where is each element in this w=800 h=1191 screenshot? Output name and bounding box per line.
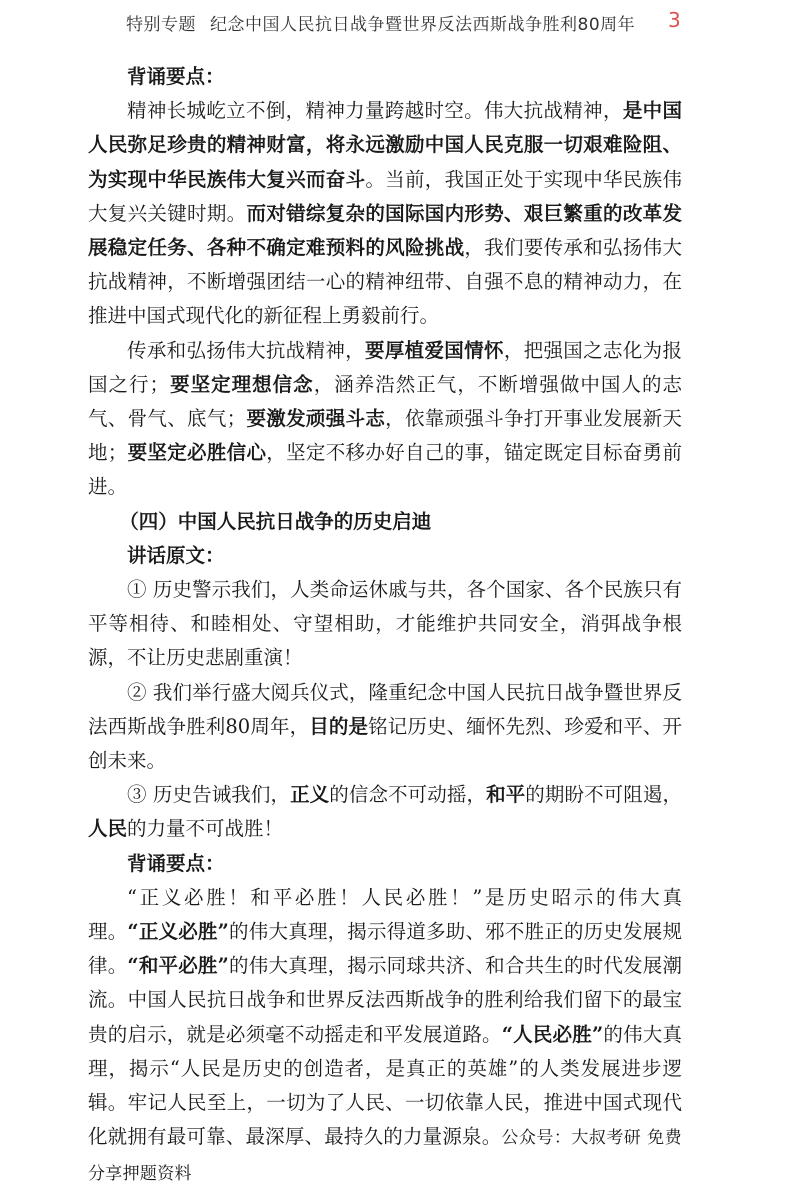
page-number: 3 (668, 8, 681, 32)
document-body (88, 60, 682, 1191)
header-section: 特别专题 (126, 15, 196, 35)
speech-item-3: ③ 历史告诫我们，正义的信念不可动摇，和平的期盼不可阻遏，人民的力量不可战胜！ (88, 783, 682, 841)
speech-item-1: ① 历史警示我们，人类命运休戚与共，各个国家、各个民族只有平等相待、和睦相处、守望相助，才能维护共同安全，消弭战争根源，不让历史悲剧重演！ (88, 578, 682, 670)
recite-points-label-2: 背诵要点： (127, 851, 225, 875)
watermark-note: 公众号：大叔考研 免费分享押题资料 (88, 1128, 682, 1184)
recite-points-label-1: 背诵要点： (127, 65, 225, 88)
section-heading: （四）中国人民抗日战争的历史启迪 (119, 509, 432, 533)
page-header (0, 0, 800, 44)
recite-paragraph-3: “正义必胜！和平必胜！人民必胜！”是历史昭示的伟大真理。“正义必胜”的伟大真理，揭示得道多助、邪不胜正的历史发展规律。“和平必胜”的伟大真理，揭示同球共济、和合共生的时代发展潮流。中国人民抗日战争和世界反法西斯战争的胜利给我们留下的最宝贵的启示，就是必须毫不动摇走和平发展道路。“人民必胜”的伟大真理，揭示“人民是历史的创造者，是真正的英雄”的人类发展进步逻辑。牢记人民至上，一切为了人民、一切依靠人民，推进中国式现代化就拥有最可靠、最深厚、最持久的力量源泉。公众号：大叔考研 免费分享押题资料 (88, 885, 682, 1184)
recite-paragraph-1: 精神长城屹立不倒，精神力量跨越时空。伟大抗战精神，是中国人民弥足珍贵的精神财富，将永远激励中国人民克服一切艰难险阻、为实现中华民族伟大复兴而奋斗。当前，我国正处于实现中华民族伟大复兴关键时期。而对错综复杂的国际国内形势、艰巨繁重的改革发展稳定任务、各种不确定难预料的风险挑战，我们要传承和弘扬伟大抗战精神，不断增强团结一心的精神纽带、自强不息的精神动力，在推进中国式现代化的新征程上勇毅前行。 (88, 99, 682, 328)
recite-paragraph-2: 传承和弘扬伟大抗战精神，要厚植爱国情怀，把强国之志化为报国之行；要坚定理想信念，涵养浩然正气，不断增强做中国人的志气、骨气、底气；要激发顽强斗志，依靠顽强斗争打开事业发展新天地；要坚定必胜信心，坚定不移办好自己的事，锚定既定目标奋勇前进。 (88, 338, 682, 499)
speech-item-2: ② 我们举行盛大阅兵仪式，隆重纪念中国人民抗日战争暨世界反法西斯战争胜利80周年，目的是铭记历史、缅怀先烈、珍爱和平、开创未来。 (88, 680, 682, 773)
header-title (126, 10, 635, 35)
header-topic: 纪念中国人民抗日战争暨世界反法西斯战争胜利80周年 (210, 15, 636, 35)
speech-original-label: 讲话原文： (127, 543, 225, 567)
